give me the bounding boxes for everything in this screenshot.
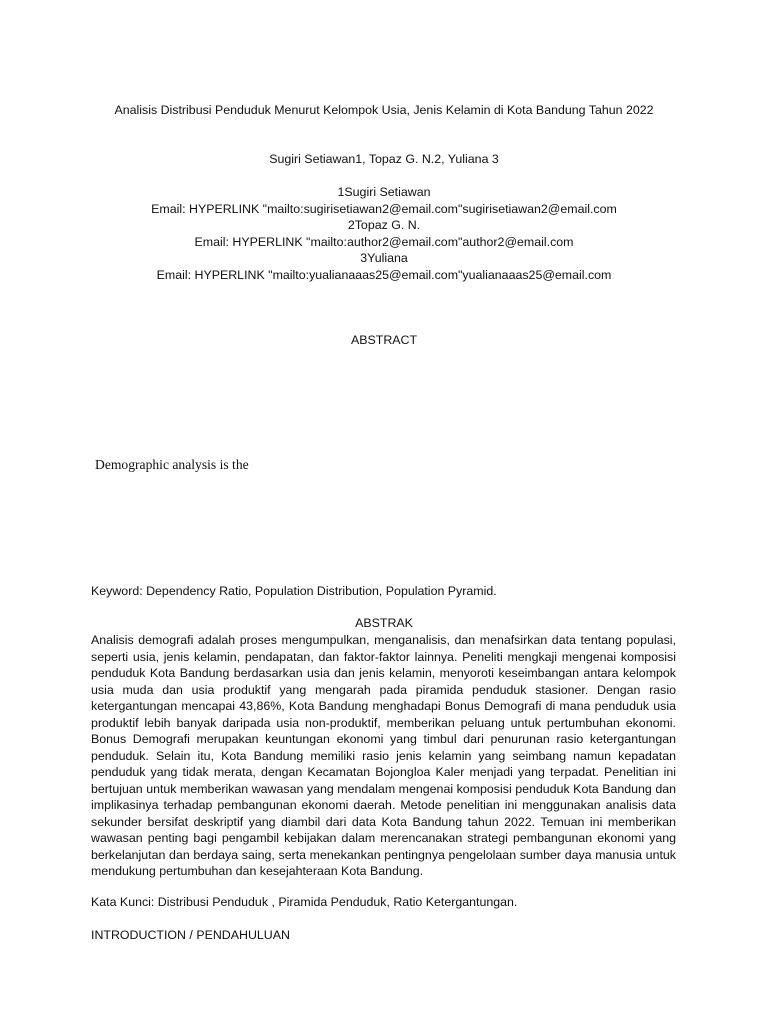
introduction-heading: INTRODUCTION / PENDAHULUAN bbox=[91, 928, 290, 942]
affiliation-1-email: Email: HYPERLINK "mailto:sugirisetiawan2@email.com"sugirisetiawan2@email.com bbox=[151, 201, 617, 216]
abstract-heading: ABSTRACT bbox=[350, 333, 418, 347]
paper-title: Analisis Distribusi Penduduk Menurut Kelompok Usia, Jenis Kelamin di Kota Bandung Tahun 2022 bbox=[114, 103, 654, 117]
abstrak-paragraph: Analisis demografi adalah proses mengumpulkan, menganalisis, dan menafsirkan data tentang populasi, seperti usia, jenis kelamin, pendapatan, dan faktor-faktor lainnya. Peneliti mengkaji mengenai komposisi penduduk Kota Bandung berdasarkan usia dan jenis kelamin, menyoroti keseimbangan antara kelompok usia muda dan usia produktif yang mengarah pada piramida penduduk stasioner. Dengan rasio ketergantungan mencapai 43,86%, Kota Bandung menghadapi Bonus Demografi di mana penduduk usia produktif lebih banyak daripada usia non-produktif, memberikan peluang untuk pertumbuhan ekonomi. Bonus Demografi merupakan keuntungan ekonomi yang timbul dari penurunan rasio ketergantungan penduduk. Selain itu, Kota Bandung memiliki rasio jenis kelamin yang seimbang namun kepadatan penduduk yang tidak merata, dengan Kecamatan Bojongloa Kaler menjadi yang terpadat. Penelitian ini bertujuan untuk memberikan wawasan yang mendalam mengenai komposisi penduduk Kota Bandung dan implikasinya terhadap pembangunan ekonomi daerah. Metode penelitian ini menggunakan analisis data sekunder bersifat deskriptif yang diambil dari data Kota Bandung tahun 2022. Temuan ini memberikan wawasan penting bagi pengambil kebijakan dalam merencanakan strategi pembangunan ekonomi yang berkelanjutan dan berdaya saing, serta menekankan pentingnya pengelolaan sumber daya manusia untuk mendukung pertumbuhan dan kesejahteraan Kota Bandung. bbox=[91, 633, 676, 878]
authors-line: Sugiri Setiawan1, Topaz G. N.2, Yuliana 3 bbox=[269, 152, 499, 166]
affiliation-3-name: 3Yuliana bbox=[360, 251, 408, 265]
abstrak-heading: ABSTRAK bbox=[355, 616, 413, 630]
affiliation-3-email: Email: HYPERLINK "mailto:yualianaaas25@email.com"yualianaaas25@email.com bbox=[156, 267, 612, 282]
affiliation-2-name: 2Topaz G. N. bbox=[347, 218, 421, 232]
affiliation-1-name: 1Sugiri Setiawan bbox=[337, 185, 431, 199]
abstract-text: Demographic analysis is the bbox=[95, 457, 249, 472]
keyword-line: Keyword: Dependency Ratio, Population Distribution, Population Pyramid. bbox=[91, 584, 497, 598]
kata-kunci-line: Kata Kunci: Distribusi Penduduk , Piramida Penduduk, Ratio Ketergantungan. bbox=[91, 895, 518, 909]
affiliation-2-email: Email: HYPERLINK "mailto:author2@email.com"author2@email.com bbox=[194, 234, 574, 249]
